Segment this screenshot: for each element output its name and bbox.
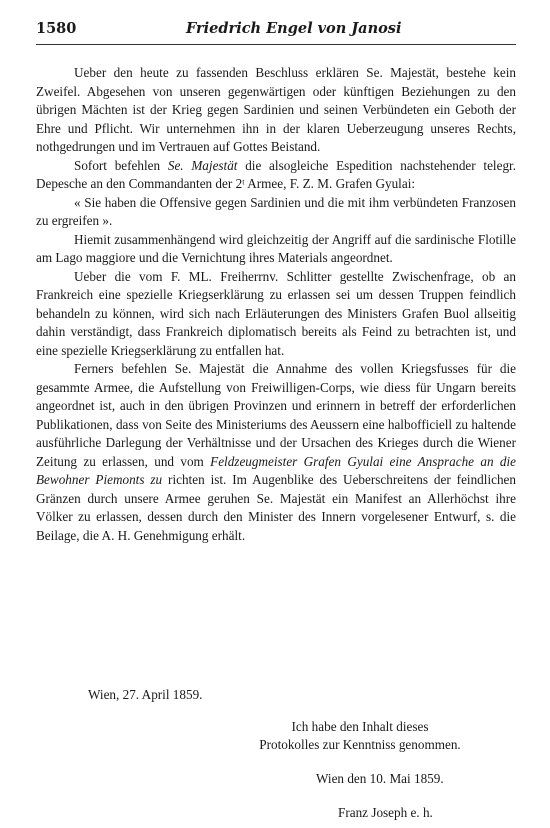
paragraph-text: Ueber die vom F. ML. Freiherrnv. Schlitter gestellte Zwischenfrage, ob an Frankreich eine spezielle Kriegserklärung zu erlassen sei um dessen Truppen feindlich behandeln zu können, wird sich nach Erläuterungen des Ministers Grafen Buol allseitig dahin verständigt, dass Frankreich diplomatisch bereits als Feind zu betrachten ist, und eine spezielle Kriegserklärung zu entfallen hat.	[36, 268, 516, 358]
paragraph-text: die alsogleiche Espedition nachstehender telegr. Depesche an den Commandanten der 2ᵗ Armee, F. Z. M. Grafen Gyulai:	[36, 157, 516, 191]
running-head: Friedrich Engel von Janosi	[186, 20, 402, 37]
paragraph-text: Sofort befehlen	[74, 157, 168, 173]
attestation-line: Ich habe den Inhalt dieses	[291, 719, 429, 734]
italic-text: Se. Majestät	[167, 157, 238, 173]
italic-text: Feldzeugmeister Grafen Gyulai eine Ansprache an die Bewohner Piemonts zu	[36, 453, 516, 487]
paragraph-text: Hiemit zusammenhängend wird gleichzeitig der Angriff auf die sardinische Flotille am Lago maggiore und die Vernichtung ihres Materials angeordnet.	[36, 231, 516, 265]
header-rule	[36, 44, 516, 45]
body-paragraph	[36, 157, 516, 194]
body-paragraph	[36, 268, 516, 361]
page-number: 1580	[36, 20, 77, 37]
body-text	[36, 64, 516, 545]
attestation	[230, 718, 490, 754]
paragraph-text: « Sie haben die Offensive gegen Sardinien und die mit ihm verbündeten Franzosen zu ergreifen ».	[36, 194, 516, 228]
body-paragraph	[36, 231, 516, 268]
approval-date: Wien den 10. Mai 1859.	[316, 771, 444, 786]
attestation-line: Protokolles zur Kenntniss genommen.	[259, 737, 461, 752]
body-paragraph	[36, 64, 516, 157]
place-date: Wien, 27. April 1859.	[88, 687, 203, 702]
paragraph-text: Ferners befehlen Se. Majestät die Annahme des vollen Kriegsfusses für die gesammte Armee, die Aufstellung von Freiwilligen-Corps, wie diess für Ungarn bereits angeordnet ist, auch in den übrigen Provinzen und erinnern in betreff der erforderlichen Publikationen, dass von Seite des Ministeriums des Aeussern eine halbofficiell zu haltende ausführliche Darlegung der Verhältnisse und der Ursachen des Krieges durch die Wiener Zeitung zu erlassen, und vom	[36, 361, 516, 469]
body-paragraph	[36, 360, 516, 545]
paragraph-text: richten ist. Im Augenblike des Ueberschreitens der feindlichen Gränzen durch unsere Armee geruhen Se. Majestät ein Manifest an Allerhöchst ihre Völker zu erlassen, dessen durch den Minister des Innern vorgelesener Entwurf, s. die Beilage, die A. H. Genehmigung erhält.	[36, 472, 516, 543]
signature: Franz Joseph e. h.	[338, 805, 433, 820]
quote-paragraph	[36, 194, 516, 231]
page-header	[36, 20, 516, 40]
paragraph-text: Ueber den heute zu fassenden Beschluss erklären Se. Majestät, bestehe kein Zweifel. Abgesehen von unseren gegenwärtigen oder künftigen Beziehungen zu den übrigen Mächten ist der Krieg gegen Sardinien und seinen Verbündeten ein Geboth der Ehre und Pflicht. Wir unternehmen ihn in der klaren Ueberzeugung unseres Rechts, nothgedrungen und im Vertrauen auf Gottes Beistand.	[36, 65, 516, 154]
